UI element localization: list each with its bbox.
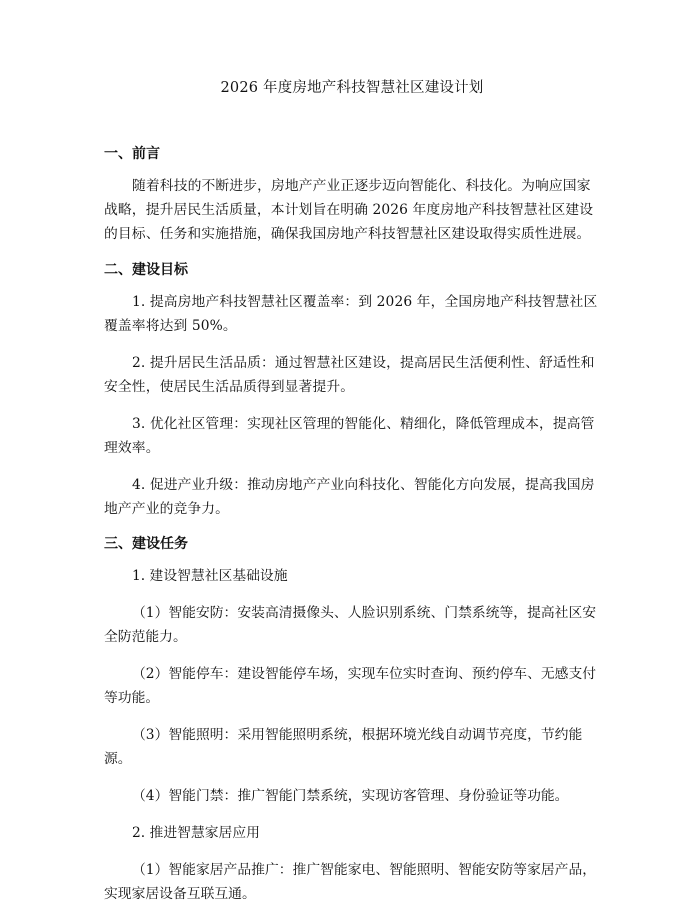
section-heading-tasks: 三、建设任务 [104,536,188,552]
task-1-item-4: （4）智能门禁：推广智能门禁系统，实现访客管理、身份验证等功能。 [132,788,569,804]
section-heading-preface: 一、前言 [104,146,160,162]
task-1-item-2: （2）智能停车：建设智能停车场，实现车位实时查询、预约停车、无感支付等功能。 [104,666,597,706]
document-title: 2026 年度房地产科技智慧社区建设计划 [220,80,484,96]
task-1-item-3: （3）智能照明：采用智能照明系统，根据环境光线自动调节亮度，节约能源。 [104,727,583,767]
goal-item-3: 3. 优化社区管理：实现社区管理的智能化、精细化，降低管理成本，提高管理效率。 [104,416,595,456]
goal-item-1: 1. 提高房地产科技智慧社区覆盖率：到 2026 年，全国房地产科技智慧社区覆盖率将达到 50%。 [104,294,598,334]
goal-item-2: 2. 提升居民生活品质：通过智慧社区建设，提高居民生活便利性、舒适性和安全性，使居民生活品质得到显著提升。 [104,355,595,395]
preface-paragraph: 随着科技的不断进步，房地产产业正逐步迈向智能化、科技化。为响应国家战略，提升居民生活质量，本计划旨在明确 2026 年度房地产科技智慧社区建设的目标、任务和实施措施，确保我国房地产科技智慧社区建设取得实质性进展。 [104,178,594,242]
task-1-title: 1. 建设智慧社区基础设施 [132,568,288,584]
task-2-title: 2. 推进智慧家居应用 [132,825,260,841]
goal-item-4: 4. 促进产业升级：推动房地产产业向科技化、智能化方向发展，提高我国房地产产业的竞争力。 [104,477,595,517]
section-heading-goals: 二、建设目标 [104,262,188,278]
task-2-item-1: （1）智能家居产品推广：推广智能家电、智能照明、智能安防等家居产品，实现家居设备互联互通。 [104,862,597,902]
task-1-item-1: （1）智能安防：安装高清摄像头、人脸识别系统、门禁系统等，提高社区安全防范能力。 [104,605,597,645]
